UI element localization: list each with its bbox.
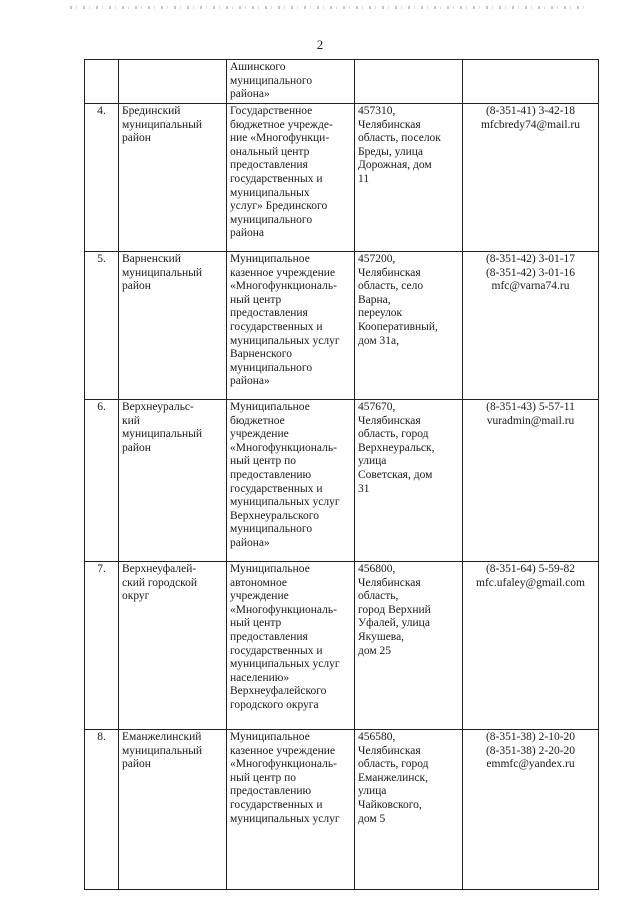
district-cell (119, 730, 227, 890)
district-line: район (122, 758, 151, 771)
table-row (85, 104, 599, 252)
address-cell (355, 252, 463, 400)
organization-line: ный центр (230, 617, 282, 630)
district-cell (119, 562, 227, 730)
contacts-line: emmfc@yandex.ru (486, 758, 575, 771)
address-line: 457200, (358, 253, 396, 265)
address-line: Кооперативный, (358, 320, 438, 333)
organization-line: муниципального (230, 74, 313, 87)
address-line: дом 5 (358, 812, 386, 825)
organization-line: государственных и (230, 320, 323, 333)
organization-line: ный центр по (230, 771, 297, 784)
district-line: кий (122, 414, 140, 427)
contacts-line: mfc@varna74.ru (491, 280, 570, 293)
address-line: Бреды, улица (358, 145, 424, 158)
address-line: Челябинская (358, 266, 421, 279)
scan-header-artifact (70, 6, 590, 9)
contacts-cell (463, 104, 599, 252)
address-line: 456800, (358, 563, 396, 575)
district-line: муниципальный (122, 266, 203, 279)
district-line: муниципальный (122, 744, 203, 757)
organization-line: городского округа (230, 698, 319, 711)
organization-line: государственных и (230, 644, 323, 657)
district-line: район (122, 132, 151, 145)
address-line: 31 (358, 482, 370, 495)
organization-line: муниципального (230, 213, 313, 226)
address-line: область, город (358, 758, 429, 771)
organization-line: района» (230, 88, 270, 101)
organization-line: учреждение (230, 590, 289, 603)
organization-line: Муниципальное (230, 401, 310, 413)
organization-cell (227, 730, 355, 890)
address-line: Дорожная, дом (358, 159, 432, 172)
organization-line: «Многофункциональ- (230, 758, 337, 771)
organization-line: предоставления (230, 307, 308, 320)
organization-line: государственных и (230, 482, 323, 495)
district-line: Еманжелинский (122, 731, 202, 743)
organization-line: Государственное (230, 105, 313, 117)
organization-line: «Многофункциональ- (230, 280, 337, 293)
organization-line: ный центр (230, 293, 282, 306)
address-line: Челябинская (358, 118, 421, 131)
organization-line: муниципальных услуг (230, 658, 340, 671)
organization-line: учреждение (230, 428, 289, 441)
organization-line: предоставления (230, 159, 308, 172)
contacts-cell (463, 252, 599, 400)
address-line: 11 (358, 172, 370, 185)
contacts-cell (463, 562, 599, 730)
address-line: улица (358, 785, 387, 798)
organization-line: предоставлению (230, 785, 312, 798)
organization-line: района (230, 227, 265, 240)
address-line: дом 25 (358, 644, 392, 657)
address-line: переулок (358, 307, 403, 320)
contacts-line: mfcbredy74@mail.ru (480, 118, 581, 131)
address-line: Еманжелинск, (358, 771, 428, 784)
organization-line: ональный центр (230, 145, 310, 158)
organization-line: муниципальных услуг (230, 334, 340, 347)
organization-line: государственных и (230, 798, 323, 811)
organization-line: ние «Многофункци- (230, 132, 330, 145)
district-line: район (122, 280, 151, 293)
address-cell (355, 104, 463, 252)
table-row (85, 730, 599, 890)
row-number-cell (85, 60, 119, 104)
address-line: улица (358, 455, 387, 468)
registry-table-body (85, 60, 599, 890)
address-line: Якушева, (358, 630, 405, 643)
address-line: область, поселок (358, 132, 441, 145)
district-line: Варненский (122, 253, 181, 265)
organization-cell (227, 60, 355, 104)
organization-line: «Многофункциональ- (230, 441, 337, 454)
address-line: 457670, (358, 401, 396, 413)
contacts-cell (463, 400, 599, 562)
district-line: округ (122, 590, 150, 603)
address-line: Челябинская (358, 414, 421, 427)
district-cell (119, 252, 227, 400)
organization-line: бюджетное учрежде- (230, 118, 333, 131)
district-line: ский городской (122, 576, 198, 589)
page-number: 2 (316, 37, 324, 52)
address-line: область, (358, 590, 399, 603)
organization-line: Верхнеуральского (230, 509, 319, 522)
organization-line: услуг» Брединского (230, 200, 328, 213)
table-row (85, 562, 599, 730)
address-line: Варна, (358, 293, 391, 306)
organization-line: автономное (230, 576, 287, 589)
district-line: Брединский (122, 105, 181, 117)
address-line: 456580, (358, 731, 396, 743)
address-line: Чайковского, (358, 798, 422, 811)
address-line: город Верхний (358, 603, 431, 616)
organization-line: бюджетное (230, 414, 285, 427)
organization-cell (227, 252, 355, 400)
district-cell (119, 104, 227, 252)
organization-line: предоставлению (230, 468, 312, 481)
organization-line: муниципальных (230, 186, 310, 199)
address-line: Уфалей, улица (358, 617, 430, 630)
organization-line: муниципальных услуг (230, 812, 340, 825)
contacts-line: (8-351-38) 2-20-20 (485, 744, 576, 757)
organization-line: района» (230, 375, 270, 388)
organization-line: предоставления (230, 630, 308, 643)
row-number-cell: 8. (85, 730, 119, 890)
organization-line: муниципальных услуг (230, 496, 340, 509)
organization-line: Верхнеуфалейского (230, 685, 327, 698)
district-line: муниципальный (122, 428, 203, 441)
address-line: дом 31а, (358, 334, 400, 347)
mfc-registry-table (84, 59, 599, 890)
organization-line: Варненского (230, 348, 292, 361)
table-row (85, 252, 599, 400)
organization-line: казенное учреждение (230, 744, 336, 757)
district-line: Верхнеуфалей- (122, 563, 197, 575)
row-number-cell: 5. (85, 252, 119, 400)
organization-line: Ашинского (230, 61, 286, 73)
district-cell (119, 400, 227, 562)
contacts-line: (8-351-42) 3-01-16 (485, 266, 576, 279)
organization-line: муниципального (230, 523, 313, 536)
organization-line: муниципального (230, 361, 313, 374)
contacts-line: (8-351-64) 5-59-82 (485, 563, 576, 575)
organization-line: Муниципальное (230, 731, 310, 743)
organization-cell (227, 104, 355, 252)
contacts-line: (8-351-42) 3-01-17 (485, 253, 576, 265)
organization-line: ный центр по (230, 455, 297, 468)
address-cell (355, 60, 463, 104)
address-cell (355, 562, 463, 730)
table-row (85, 400, 599, 562)
district-line: Верхнеуральс- (122, 401, 194, 413)
organization-line: «Многофункциональ- (230, 603, 337, 616)
table-row (85, 60, 599, 104)
row-number-cell: 6. (85, 400, 119, 562)
contacts-line: (8-351-38) 2-10-20 (485, 731, 576, 743)
address-cell (355, 730, 463, 890)
address-cell (355, 400, 463, 562)
row-number-cell: 7. (85, 562, 119, 730)
address-line: Верхнеуральск, (358, 441, 435, 454)
address-line: Челябинская (358, 576, 421, 589)
organization-line: района» (230, 536, 270, 549)
organization-line: государственных и (230, 172, 323, 185)
organization-cell (227, 400, 355, 562)
organization-line: населению» (230, 671, 290, 684)
organization-line: Муниципальное (230, 563, 310, 575)
contacts-line: vuradmin@mail.ru (486, 414, 575, 427)
district-cell (119, 60, 227, 104)
organization-line: Муниципальное (230, 253, 310, 265)
contacts-line: (8-351-41) 3-42-18 (485, 105, 576, 117)
address-line: Советская, дом (358, 468, 433, 481)
row-number-cell: 4. (85, 104, 119, 252)
contacts-cell (463, 730, 599, 890)
contacts-cell (463, 60, 599, 104)
address-line: область, село (358, 280, 424, 293)
district-line: район (122, 441, 151, 454)
contacts-line: mfc.ufaley@gmail.com (476, 576, 585, 589)
organization-line: казенное учреждение (230, 266, 336, 279)
organization-cell (227, 562, 355, 730)
district-line: муниципальный (122, 118, 203, 131)
address-line: Челябинская (358, 744, 421, 757)
address-line: 457310, (358, 105, 396, 117)
contacts-line: (8-351-43) 5-57-11 (486, 401, 575, 413)
address-line: область, город (358, 428, 429, 441)
